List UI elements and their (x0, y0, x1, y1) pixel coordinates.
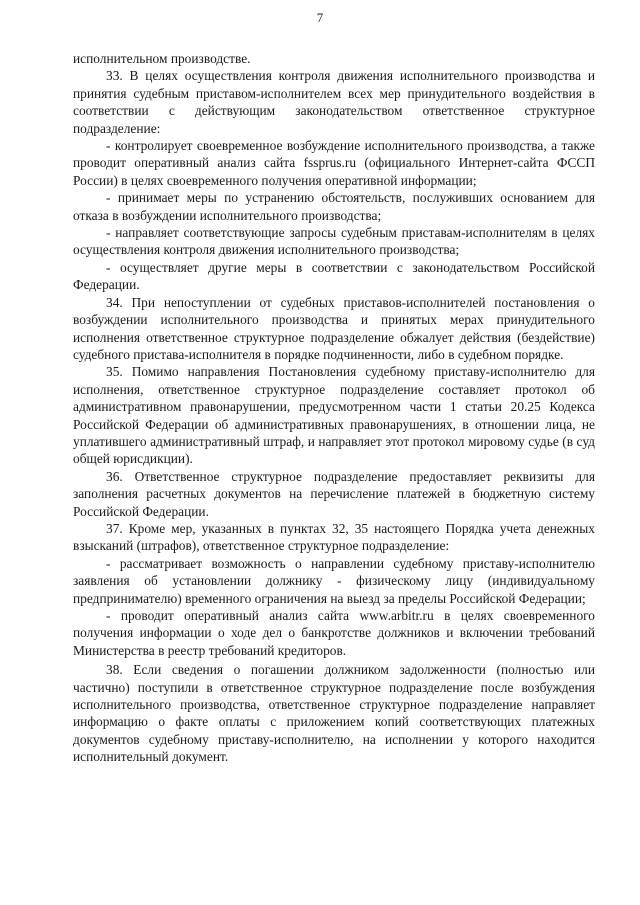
list-item: - направляет соответствующие запросы судебным приставам-исполнителям в целях осуществления контроля движения исполнительного производства; (73, 225, 595, 258)
paragraph-36: 36. Ответственное структурное подразделение предоставляет реквизиты для заполнения расчетных документов на перечисление платежей в бюджетную систему Российской Федерации. (73, 468, 595, 519)
page-number: 7 (316, 10, 324, 25)
list-item: - принимает меры по устранению обстоятельств, послуживших основанием для отказа в возбуждении исполнительного производства; (73, 190, 595, 223)
list-item: - рассматривает возможность о направлении судебному приставу-исполнителю заявления об установлении должнику - физическому лицу (индивидуальному предпринимателю) временного ограничения на выезд за пределы Российской Федерации; (73, 555, 595, 606)
document-body (73, 50, 595, 766)
paragraph-continuation: исполнительном производстве. (73, 51, 251, 66)
paragraph-38: 38. Если сведения о погашении должником задолженности (полностью или частично) поступили в ответственное структурное подразделение после возбуждения исполнительного производства, ответственное структурное подразделение направляет информацию о факте оплаты с приложением копий соответствующих платежных документов судебному приставу-исполнителю, на исполнении у которого находится исполнительный документ. (73, 662, 595, 765)
list-item: - проводит оперативный анализ сайта www.arbitr.ru в целях своевременного получения информации о ходе дел о банкротстве должников и включении требований Министерства в реестр требований кредиторов. (73, 608, 595, 658)
paragraph-37: 37. Кроме мер, указанных в пунктах 32, 35 настоящего Порядка учета денежных взысканий (штрафов), ответственное структурное подразделение: (73, 520, 595, 554)
list-item: - осуществляет другие меры в соответствии с законодательством Российской Федерации. (73, 259, 595, 293)
list-item: - контролирует своевременное возбуждение исполнительного производства, а также проводит оперативный анализ сайта fssprus.ru (официального Интернет-сайта ФССП России) в целях своевременного получения оперативной информации; (73, 138, 595, 188)
paragraph-34: 34. При непоступлении от судебных приставов-исполнителей постановления о возбуждении исполнительного производства и принятых мерах принудительного исполнения ответственное структурное подразделение обжалует действия (бездействие) судебного пристава-исполнителя в порядке подчиненности, либо в судебном порядке. (73, 294, 595, 362)
paragraph-33: 33. В целях осуществления контроля движения исполнительного производства и принятия судебным приставом-исполнителем всех мер принудительного воздействия в соответствии с действующим законодательством ответственное структурное подразделение: (73, 68, 595, 136)
paragraph-35: 35. Помимо направления Постановления судебному приставу-исполнителю для исполнения, ответственное структурное подразделение составляет протокол об административном правонарушении, предусмотренном части 1 статьи 20.25 Кодекса Российской Федерации об административных правонарушениях, в отношении лица, не уплатившего административный штраф, и направляет этот протокол мировому судье (в суд общей юрисдикции). (73, 364, 595, 467)
